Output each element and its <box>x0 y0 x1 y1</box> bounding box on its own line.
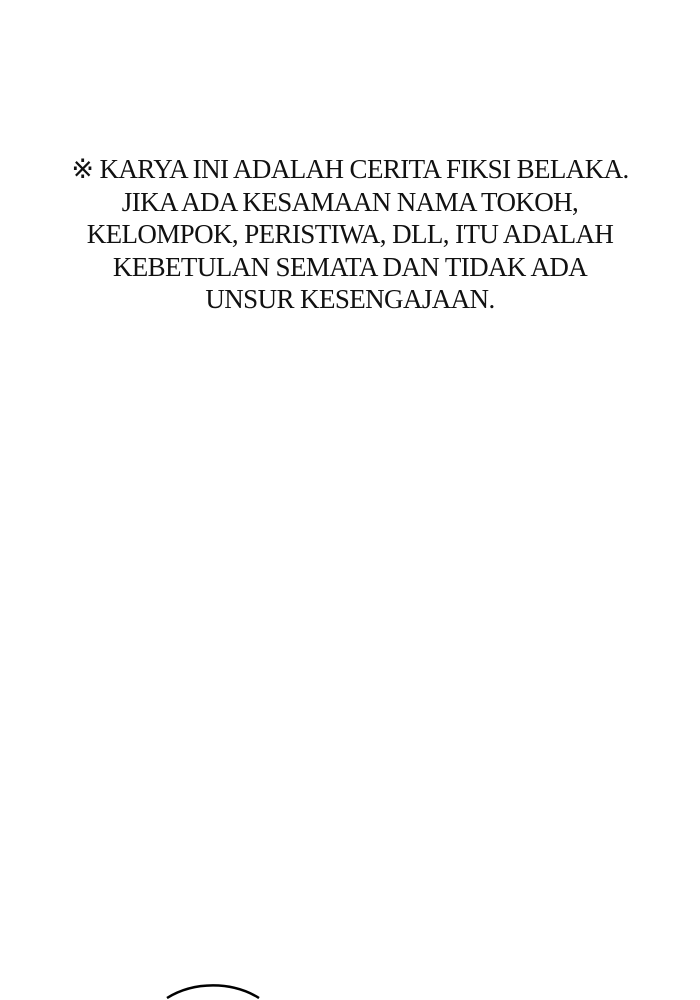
disclaimer-line: UNSUR KESENGAJAAN. <box>205 284 495 314</box>
disclaimer-line: KEBETULAN SEMATA DAN TIDAK ADA <box>112 251 588 282</box>
disclaimer-line: KELOMPOK, PERISTIWA, DLL, ITU ADALAH <box>86 219 614 249</box>
disclaimer-line: JIKA ADA KESAMAAN NAMA TOKOH, <box>121 186 579 217</box>
speech-bubble-arc <box>167 985 259 998</box>
disclaimer-line: ※ KARYA INI ADALAH CERITA FIKSI BELAKA. <box>71 154 629 184</box>
